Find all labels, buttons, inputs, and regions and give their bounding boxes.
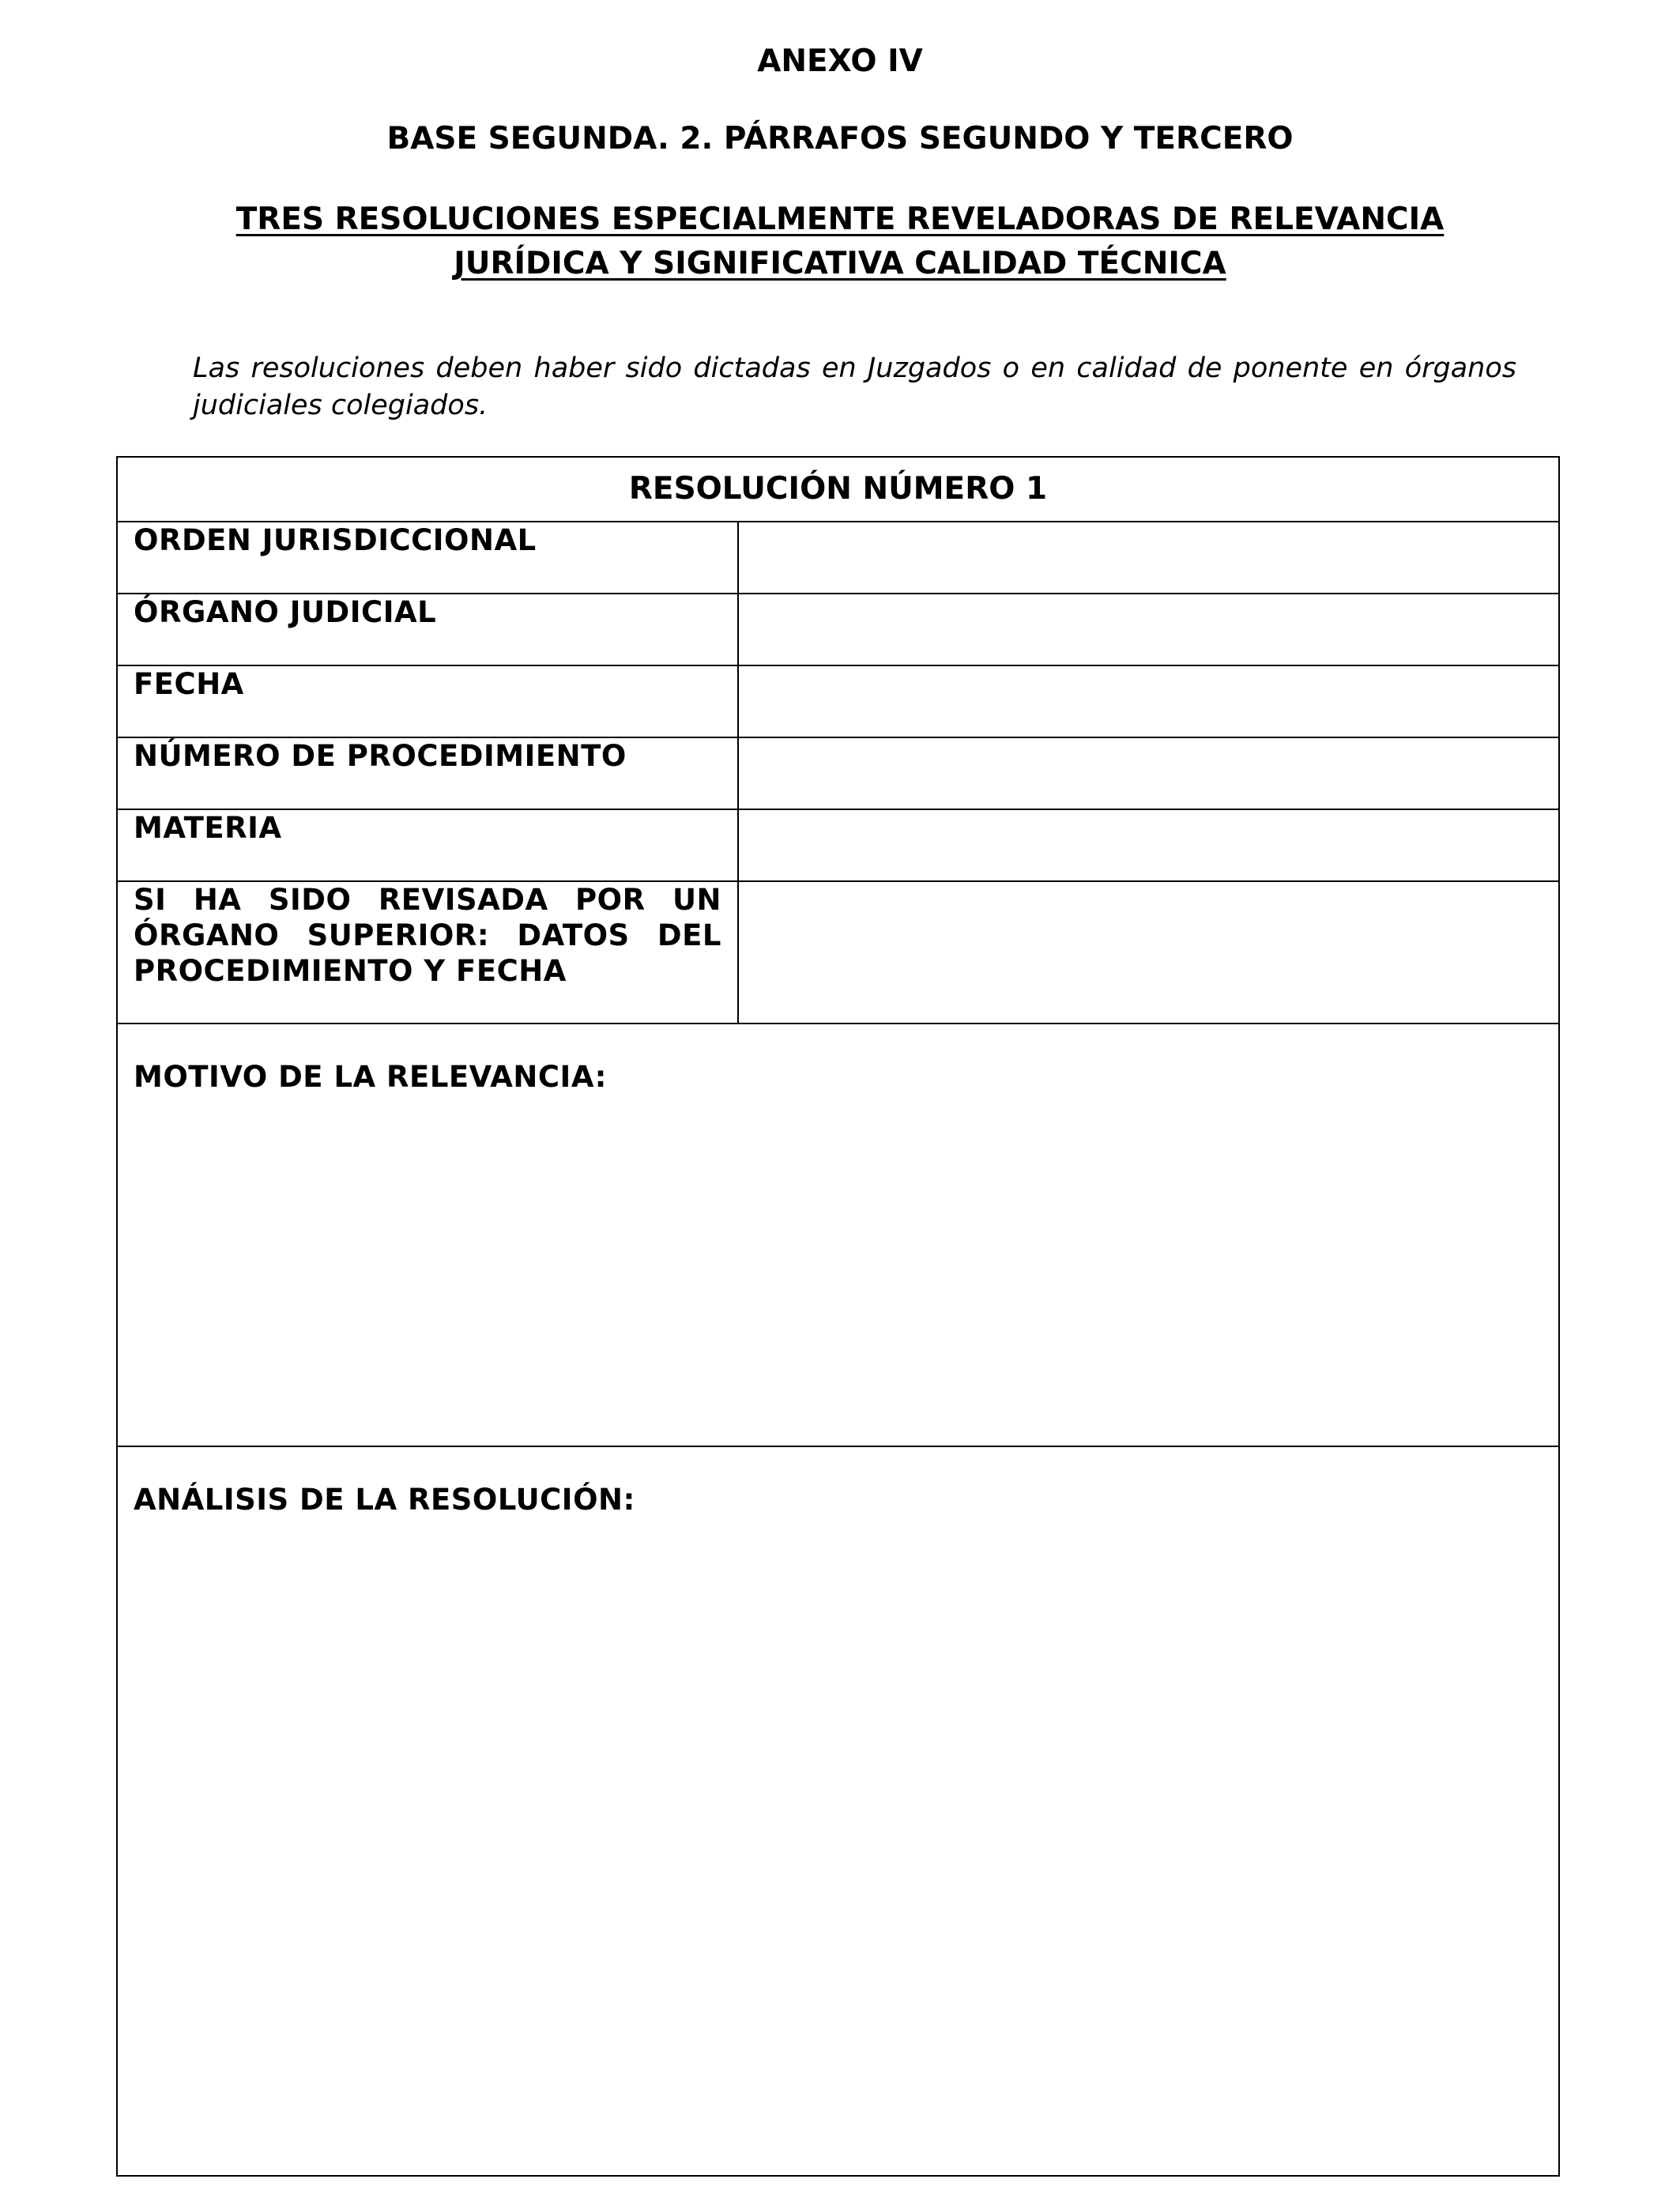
motivo-relevancia-label: MOTIVO DE LA RELEVANCIA:	[134, 1060, 607, 1094]
revision-field[interactable]	[739, 882, 1558, 1023]
motivo-relevancia-row[interactable]	[118, 1024, 1558, 1447]
field-row-numero-procedimiento	[118, 738, 1558, 810]
field-label-cell	[118, 666, 739, 737]
document-title-line-2: JURÍDICA Y SIGNIFICATIVA CALIDAD TÉCNICA	[454, 246, 1226, 281]
field-label-cell	[118, 810, 739, 880]
fecha-field[interactable]	[739, 666, 1558, 737]
numero-procedimiento-field[interactable]	[739, 738, 1558, 809]
form-title: RESOLUCIÓN NÚMERO 1	[628, 471, 1048, 507]
field-row-revision	[118, 882, 1558, 1024]
field-label: SI HA SIDO REVISADA POR UN ÓRGANO SUPERIOR: DATOS DEL PROCEDIMIENTO Y FECHA	[134, 883, 721, 988]
field-row-materia	[118, 810, 1558, 882]
field-label: ORDEN JURISDICCIONAL	[134, 523, 537, 557]
organo-judicial-field[interactable]	[739, 594, 1558, 665]
materia-field[interactable]	[739, 810, 1558, 880]
field-label: ÓRGANO JUDICIAL	[134, 595, 437, 629]
field-label-cell	[118, 522, 739, 593]
field-label: NÚMERO DE PROCEDIMIENTO	[134, 739, 627, 773]
field-label: FECHA	[134, 667, 244, 701]
intro-paragraph: Las resoluciones deben haber sido dictadas en Juzgados o en calidad de ponente en órganos judiciales colegiados.	[193, 352, 1516, 421]
base-heading: BASE SEGUNDA. 2. PÁRRAFOS SEGUNDO Y TERCERO	[386, 121, 1294, 156]
analisis-resolucion-label: ANÁLISIS DE LA RESOLUCIÓN:	[134, 1483, 635, 1517]
annex-heading: ANEXO IV	[757, 43, 923, 79]
analisis-resolucion-row[interactable]	[118, 1447, 1558, 2175]
form-title-row	[118, 458, 1558, 522]
field-row-organo-judicial	[118, 594, 1558, 666]
field-row-fecha	[118, 666, 1558, 738]
orden-jurisdiccional-field[interactable]	[739, 522, 1558, 593]
document-title	[0, 198, 1680, 286]
resolution-form	[116, 456, 1560, 2177]
field-label-cell	[118, 594, 739, 665]
document-title-line-1: TRES RESOLUCIONES ESPECIALMENTE REVELADORAS DE RELEVANCIA	[235, 202, 1445, 237]
field-label-cell	[118, 882, 739, 1023]
field-row-orden-jurisdiccional	[118, 522, 1558, 594]
field-label: MATERIA	[134, 811, 282, 845]
field-label-cell	[118, 738, 739, 809]
